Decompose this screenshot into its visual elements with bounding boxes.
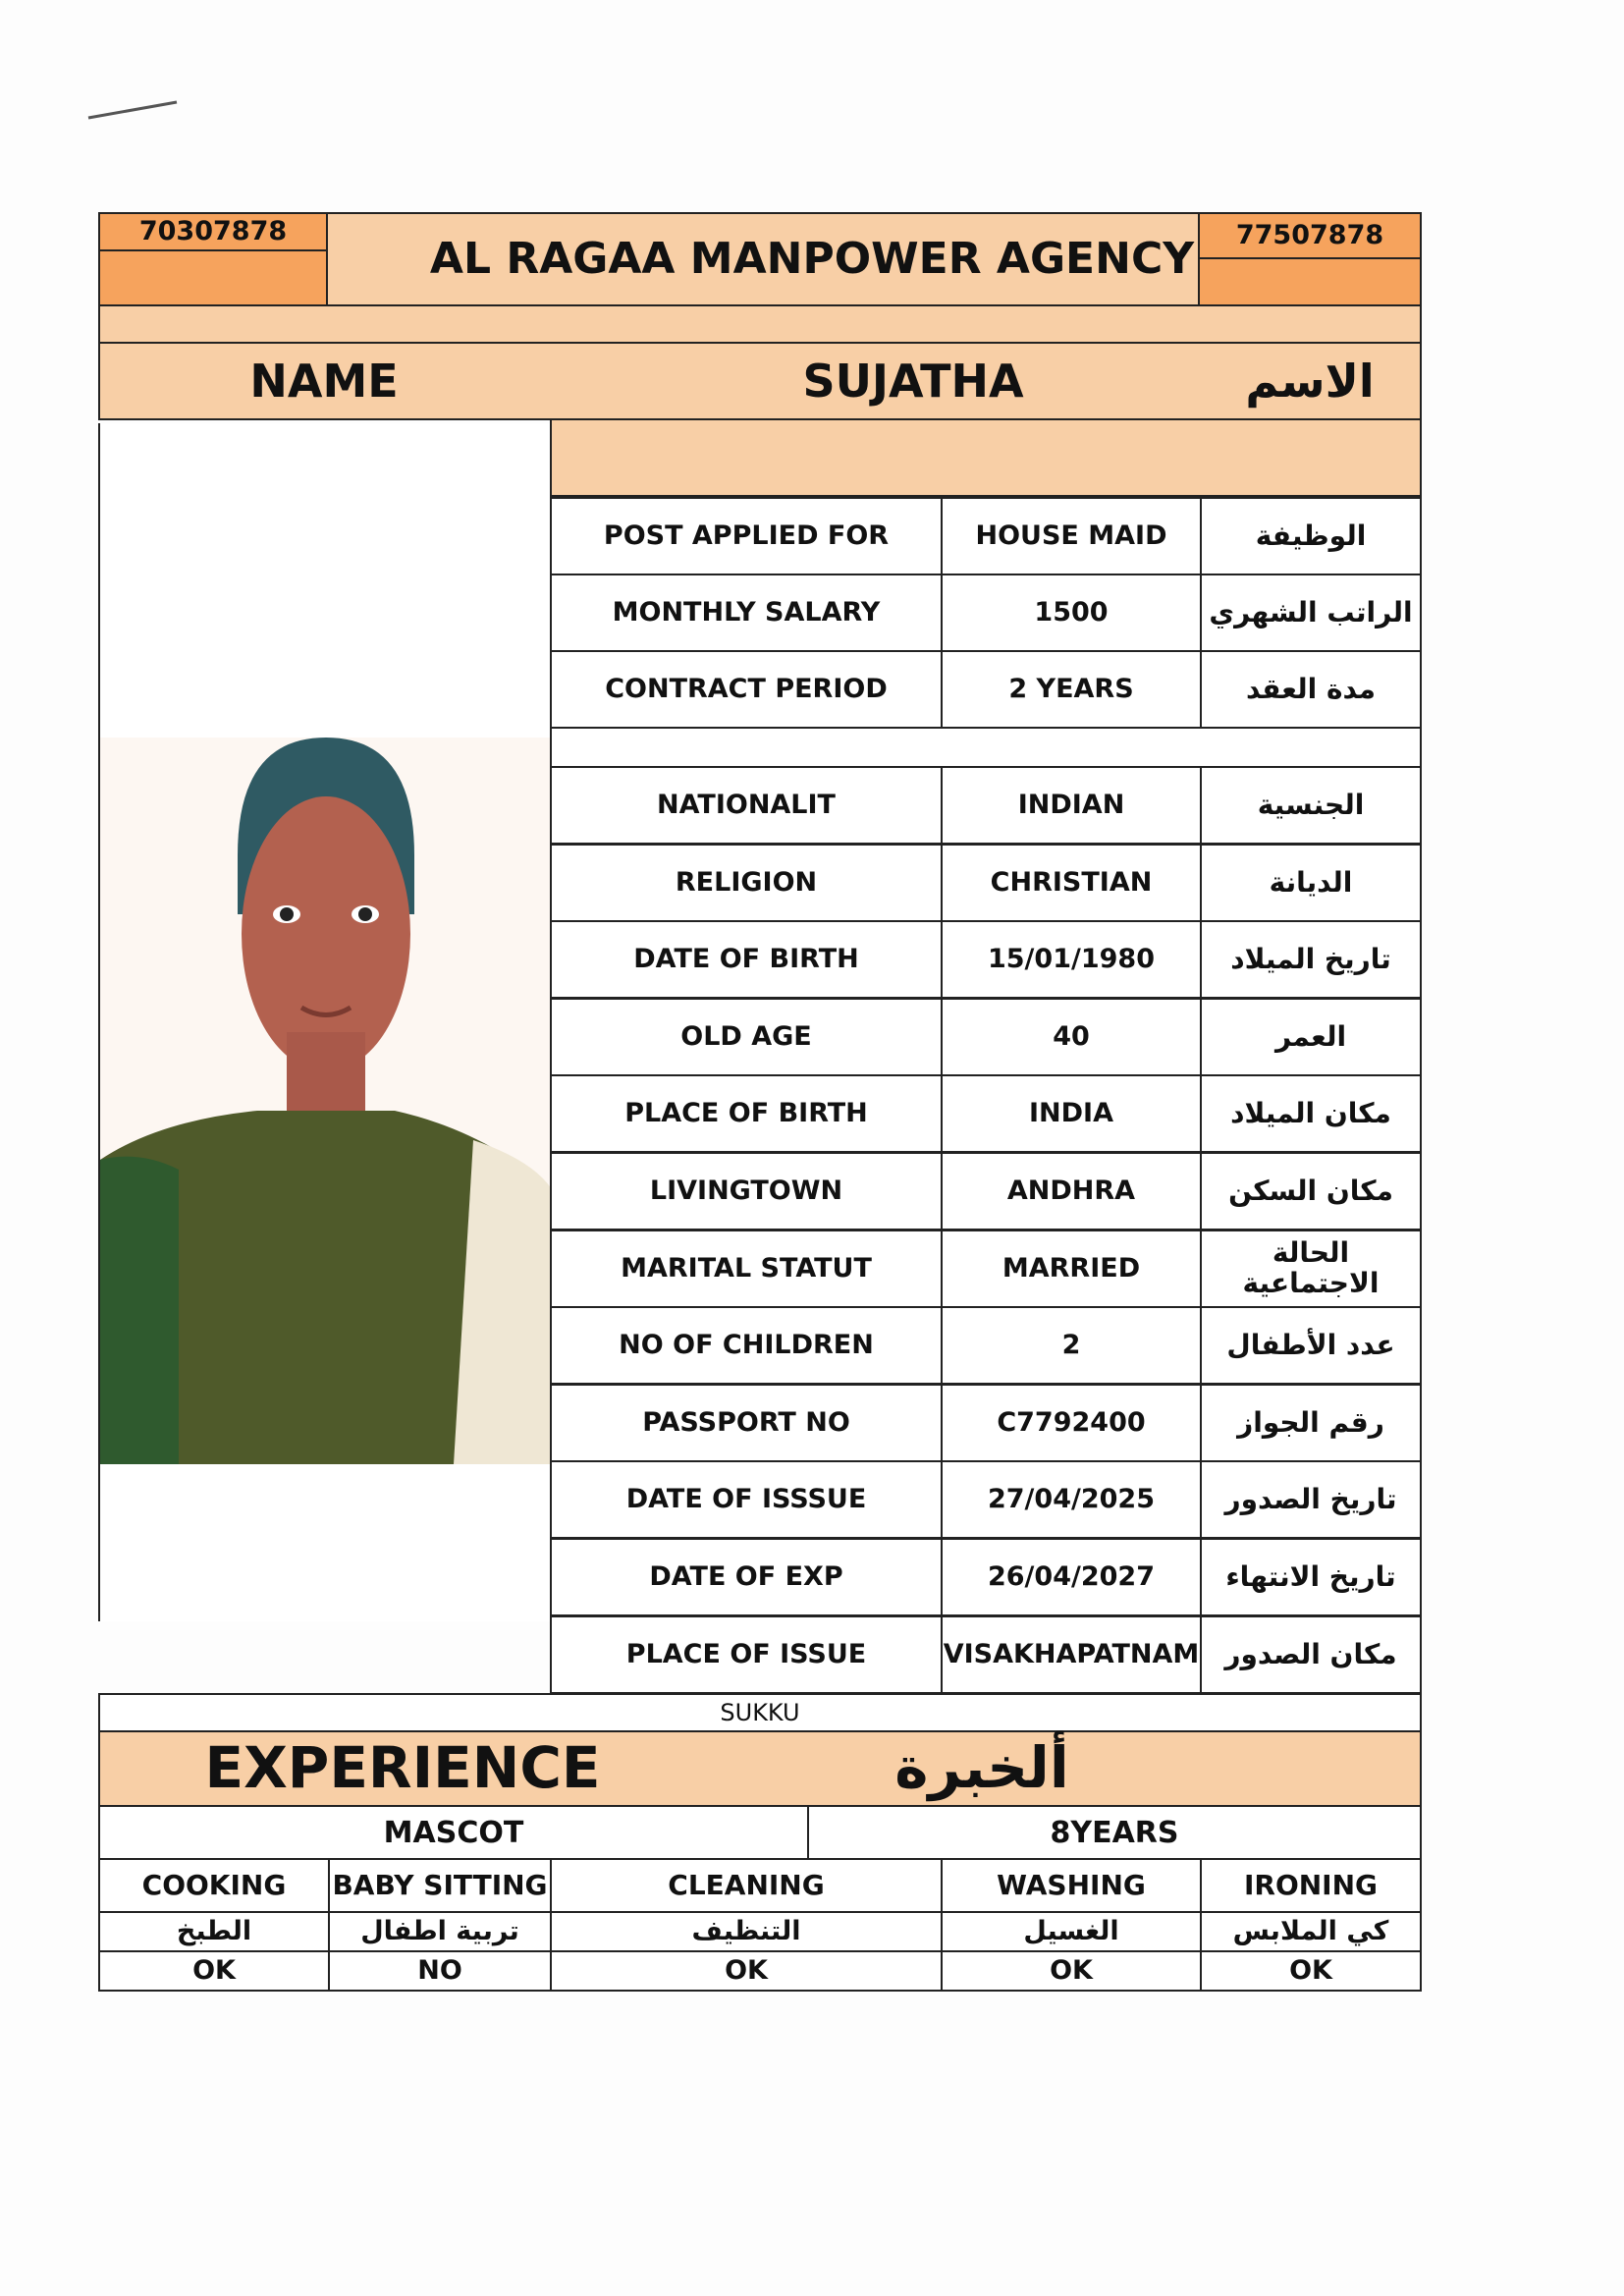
job-label-ar: مدة العقد	[1200, 650, 1422, 729]
skill-name: IRONING	[1200, 1858, 1422, 1913]
personal-label-ar: تاريخ الانتهاء	[1200, 1538, 1422, 1616]
personal-label: PLACE OF BIRTH	[550, 1074, 943, 1153]
phone-right-blank	[1198, 257, 1422, 306]
job-value: 2 YEARS	[941, 650, 1202, 729]
personal-value: MARRIED	[941, 1230, 1202, 1308]
personal-label: OLD AGE	[550, 998, 943, 1076]
skill-name: WASHING	[941, 1858, 1202, 1913]
personal-label: DATE OF BIRTH	[550, 920, 943, 999]
personal-label-ar: مكان الصدور	[1200, 1615, 1422, 1694]
skill-name: BABY SITTING	[328, 1858, 552, 1913]
personal-value: 2	[941, 1306, 1202, 1385]
personal-label: LIVINGTOWN	[550, 1152, 943, 1230]
personal-label-ar: عدد الأطفال	[1200, 1306, 1422, 1385]
personal-value: C7792400	[941, 1384, 1202, 1462]
experience-title: EXPERIENCE	[204, 1734, 601, 1802]
skill-status: OK	[550, 1950, 943, 1992]
personal-label-ar: الحالة الاجتماعية	[1200, 1230, 1422, 1308]
personal-label: RELIGION	[550, 844, 943, 922]
personal-label-ar: تاريخ الصدور	[1200, 1460, 1422, 1539]
skill-name-ar: الطبخ	[98, 1911, 330, 1952]
name-value: SUJATHA	[802, 354, 1024, 408]
personal-value: INDIA	[941, 1074, 1202, 1153]
personal-label: PASSPORT NO	[550, 1384, 943, 1462]
skill-status: OK	[941, 1950, 1202, 1992]
personal-label: DATE OF EXP	[550, 1538, 943, 1616]
skill-name-ar: كي الملابس	[1200, 1911, 1422, 1952]
skill-status: OK	[98, 1950, 330, 1992]
personal-label-ar: مكان الميلاد	[1200, 1074, 1422, 1153]
job-value: HOUSE MAID	[941, 497, 1202, 575]
personal-value: CHRISTIAN	[941, 844, 1202, 922]
personal-label-ar: تاريخ الميلاد	[1200, 920, 1422, 999]
personal-value: VISAKHAPATNAM	[941, 1615, 1202, 1694]
personal-label-ar: العمر	[1200, 998, 1422, 1076]
skill-name: COOKING	[98, 1858, 330, 1913]
skill-name-ar: التنظيف	[550, 1911, 943, 1952]
personal-value: 27/04/2025	[941, 1460, 1202, 1539]
personal-label: MARITAL STATUT	[550, 1230, 943, 1308]
job-value: 1500	[941, 574, 1202, 652]
agency-name: AL RAGAA MANPOWER AGENCY	[326, 212, 1298, 306]
skill-name-ar: الغسيل	[941, 1911, 1202, 1952]
personal-label: DATE OF ISSSUE	[550, 1460, 943, 1539]
name-label: NAME	[249, 354, 399, 408]
staple-mark	[86, 98, 185, 122]
job-label-ar: الراتب الشهري	[1200, 574, 1422, 652]
personal-value: 40	[941, 998, 1202, 1076]
job-label: POST APPLIED FOR	[550, 497, 943, 575]
phone-left-blank	[98, 249, 328, 306]
skill-name: CLEANING	[550, 1858, 943, 1913]
personal-label-ar: رقم الجواز	[1200, 1384, 1422, 1462]
personal-value: 26/04/2027	[941, 1538, 1202, 1616]
skill-status: OK	[1200, 1950, 1422, 1992]
name-label-ar: الاسم	[1245, 354, 1375, 408]
personal-label-ar: مكان السكن	[1200, 1152, 1422, 1230]
skill-status: NO	[328, 1950, 552, 1992]
job-label-ar: الوظيفة	[1200, 497, 1422, 575]
personal-value: INDIAN	[941, 766, 1202, 845]
job-label: MONTHLY SALARY	[550, 574, 943, 652]
personal-value: ANDHRA	[941, 1152, 1202, 1230]
personal-label: PLACE OF ISSUE	[550, 1615, 943, 1694]
applicant-photo	[100, 738, 552, 1464]
photo-area	[98, 423, 552, 1621]
experience-location: MASCOT	[98, 1805, 809, 1860]
job-label: CONTRACT PERIOD	[550, 650, 943, 729]
personal-label: NATIONALIT	[550, 766, 943, 845]
personal-label-ar: الجنسية	[1200, 766, 1422, 845]
skill-name-ar: تربية اطفال	[328, 1911, 552, 1952]
personal-label: NO OF CHILDREN	[550, 1306, 943, 1385]
phone-right: 77507878	[1198, 212, 1422, 259]
header-spacer	[98, 304, 1422, 344]
experience-duration: 8YEARS	[807, 1805, 1422, 1860]
personal-value: 15/01/1980	[941, 920, 1202, 999]
note-row: SUKKU	[98, 1693, 1422, 1732]
personal-label-ar: الديانة	[1200, 844, 1422, 922]
spacer-mid	[550, 727, 1422, 768]
experience-title-ar: ألخبرة	[894, 1734, 1069, 1802]
spacer-top	[550, 418, 1422, 497]
phone-left: 70307878	[98, 212, 328, 251]
